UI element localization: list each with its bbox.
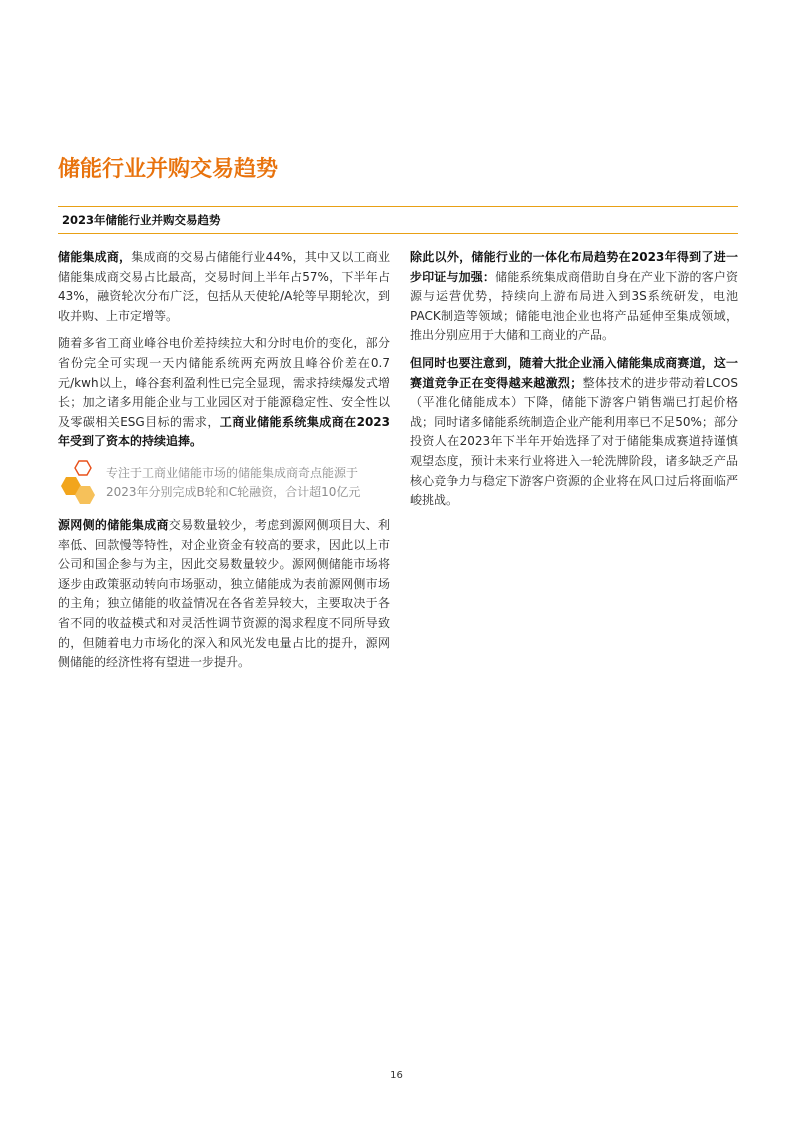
page-title: 储能行业并购交易趋势 [58,157,279,182]
left-paragraph-2-highlight: 工商业储能系统集成商在2023年受到了资本的持续追捧。 [58,414,390,449]
callout-line-1: 专注于工商业储能市场的储能集成商奇点能源于 [106,465,359,480]
right-paragraph-2-lead: 但同时也要注意到，随着大批企业涌入储能集成商赛道，这一赛道竞争正在变得越来越激烈； [410,355,738,390]
right-paragraph-1-body: 储能系统集成商借助自身在产业下游的客户资源与运营优势，持续向上游布局进入到3S系统研发，电池PACK制造等领域；储能电池企业也将产品延伸至集成领域，推出分别应用于大储和工商业的产品。 [410,269,738,343]
right-paragraph-2 [410,354,738,511]
left-paragraph-2 [58,334,390,452]
left-paragraph-3-body: 交易数量较少，考虑到源网侧项目大、利率低、回款慢等特性，对企业资金有较高的要求，因此以上市公司和国企参与为主，因此交易数量较少。源网侧储能市场将逐步由政策驱动转向市场驱动，独立储能成为表前源网侧市场的主角；独立储能的收益情况在各省差异较大，主要取决于各省不同的收益模式和对灵活性调节资源的渴求程度不同所导致的，但随着电力市场化的深入和风光发电量占比的提升，源网侧储能的经济性将有望进一步提升。 [58,517,390,670]
left-paragraph-1 [58,248,390,326]
left-paragraph-2-body: 随着多省工商业峰谷电价差持续拉大和分时电价的变化，部分省份完全可实现一天内储能系统两充两放且峰谷价差在0.7元/kwh以上，峰谷套利盈利性已完全显现，需求持续爆发式增长；加之诸多用能企业与工业园区对于能源稳定性、安全性以及零碳相关ESG目标的需求， [58,336,390,429]
hexagon-cluster-icon [58,460,104,510]
callout-box [58,460,390,510]
section-subtitle: 2023年储能行业并购交易趋势 [62,213,221,227]
left-paragraph-3 [58,516,390,673]
title-divider [58,206,738,207]
right-column [410,248,738,519]
page-number: 16 [390,1070,403,1081]
callout-text [106,464,396,502]
right-paragraph-2-body: 整体技术的进步带动着LCOS（平准化储能成本）下降，储能下游客户销售端已打起价格战；同时诸多储能系统制造企业产能利用率已不足50%；部分投资人在2023年下半年开始选择了对于储能集成赛道持谨慎观望态度，预计未来行业将进入一轮洗牌阶段，诸多缺乏产品核心竞争力与稳定下游客户资源的企业将在风口过后将面临严峻挑战。 [410,375,738,508]
left-paragraph-1-lead: 储能集成商， [58,250,132,264]
right-paragraph-1-lead: 除此以外，储能行业的一体化布局趋势在2023年得到了进一步印证与加强： [410,250,738,284]
subtitle-divider [58,233,738,234]
right-paragraph-1 [410,248,738,346]
left-column [58,248,390,681]
callout-line-2: 2023年分别完成B轮和C轮融资，合计超10亿元 [106,484,361,499]
left-paragraph-1-body: 集成商的交易占储能行业44%，其中又以工商业储能集成商交易占比最高，交易时间上半年占57%，下半年占43%，融资轮次分布广泛，包括从天使轮/A轮等早期轮次，到收并购、上市定增等。 [58,250,390,323]
left-paragraph-3-lead: 源网侧的储能集成商 [58,517,169,532]
